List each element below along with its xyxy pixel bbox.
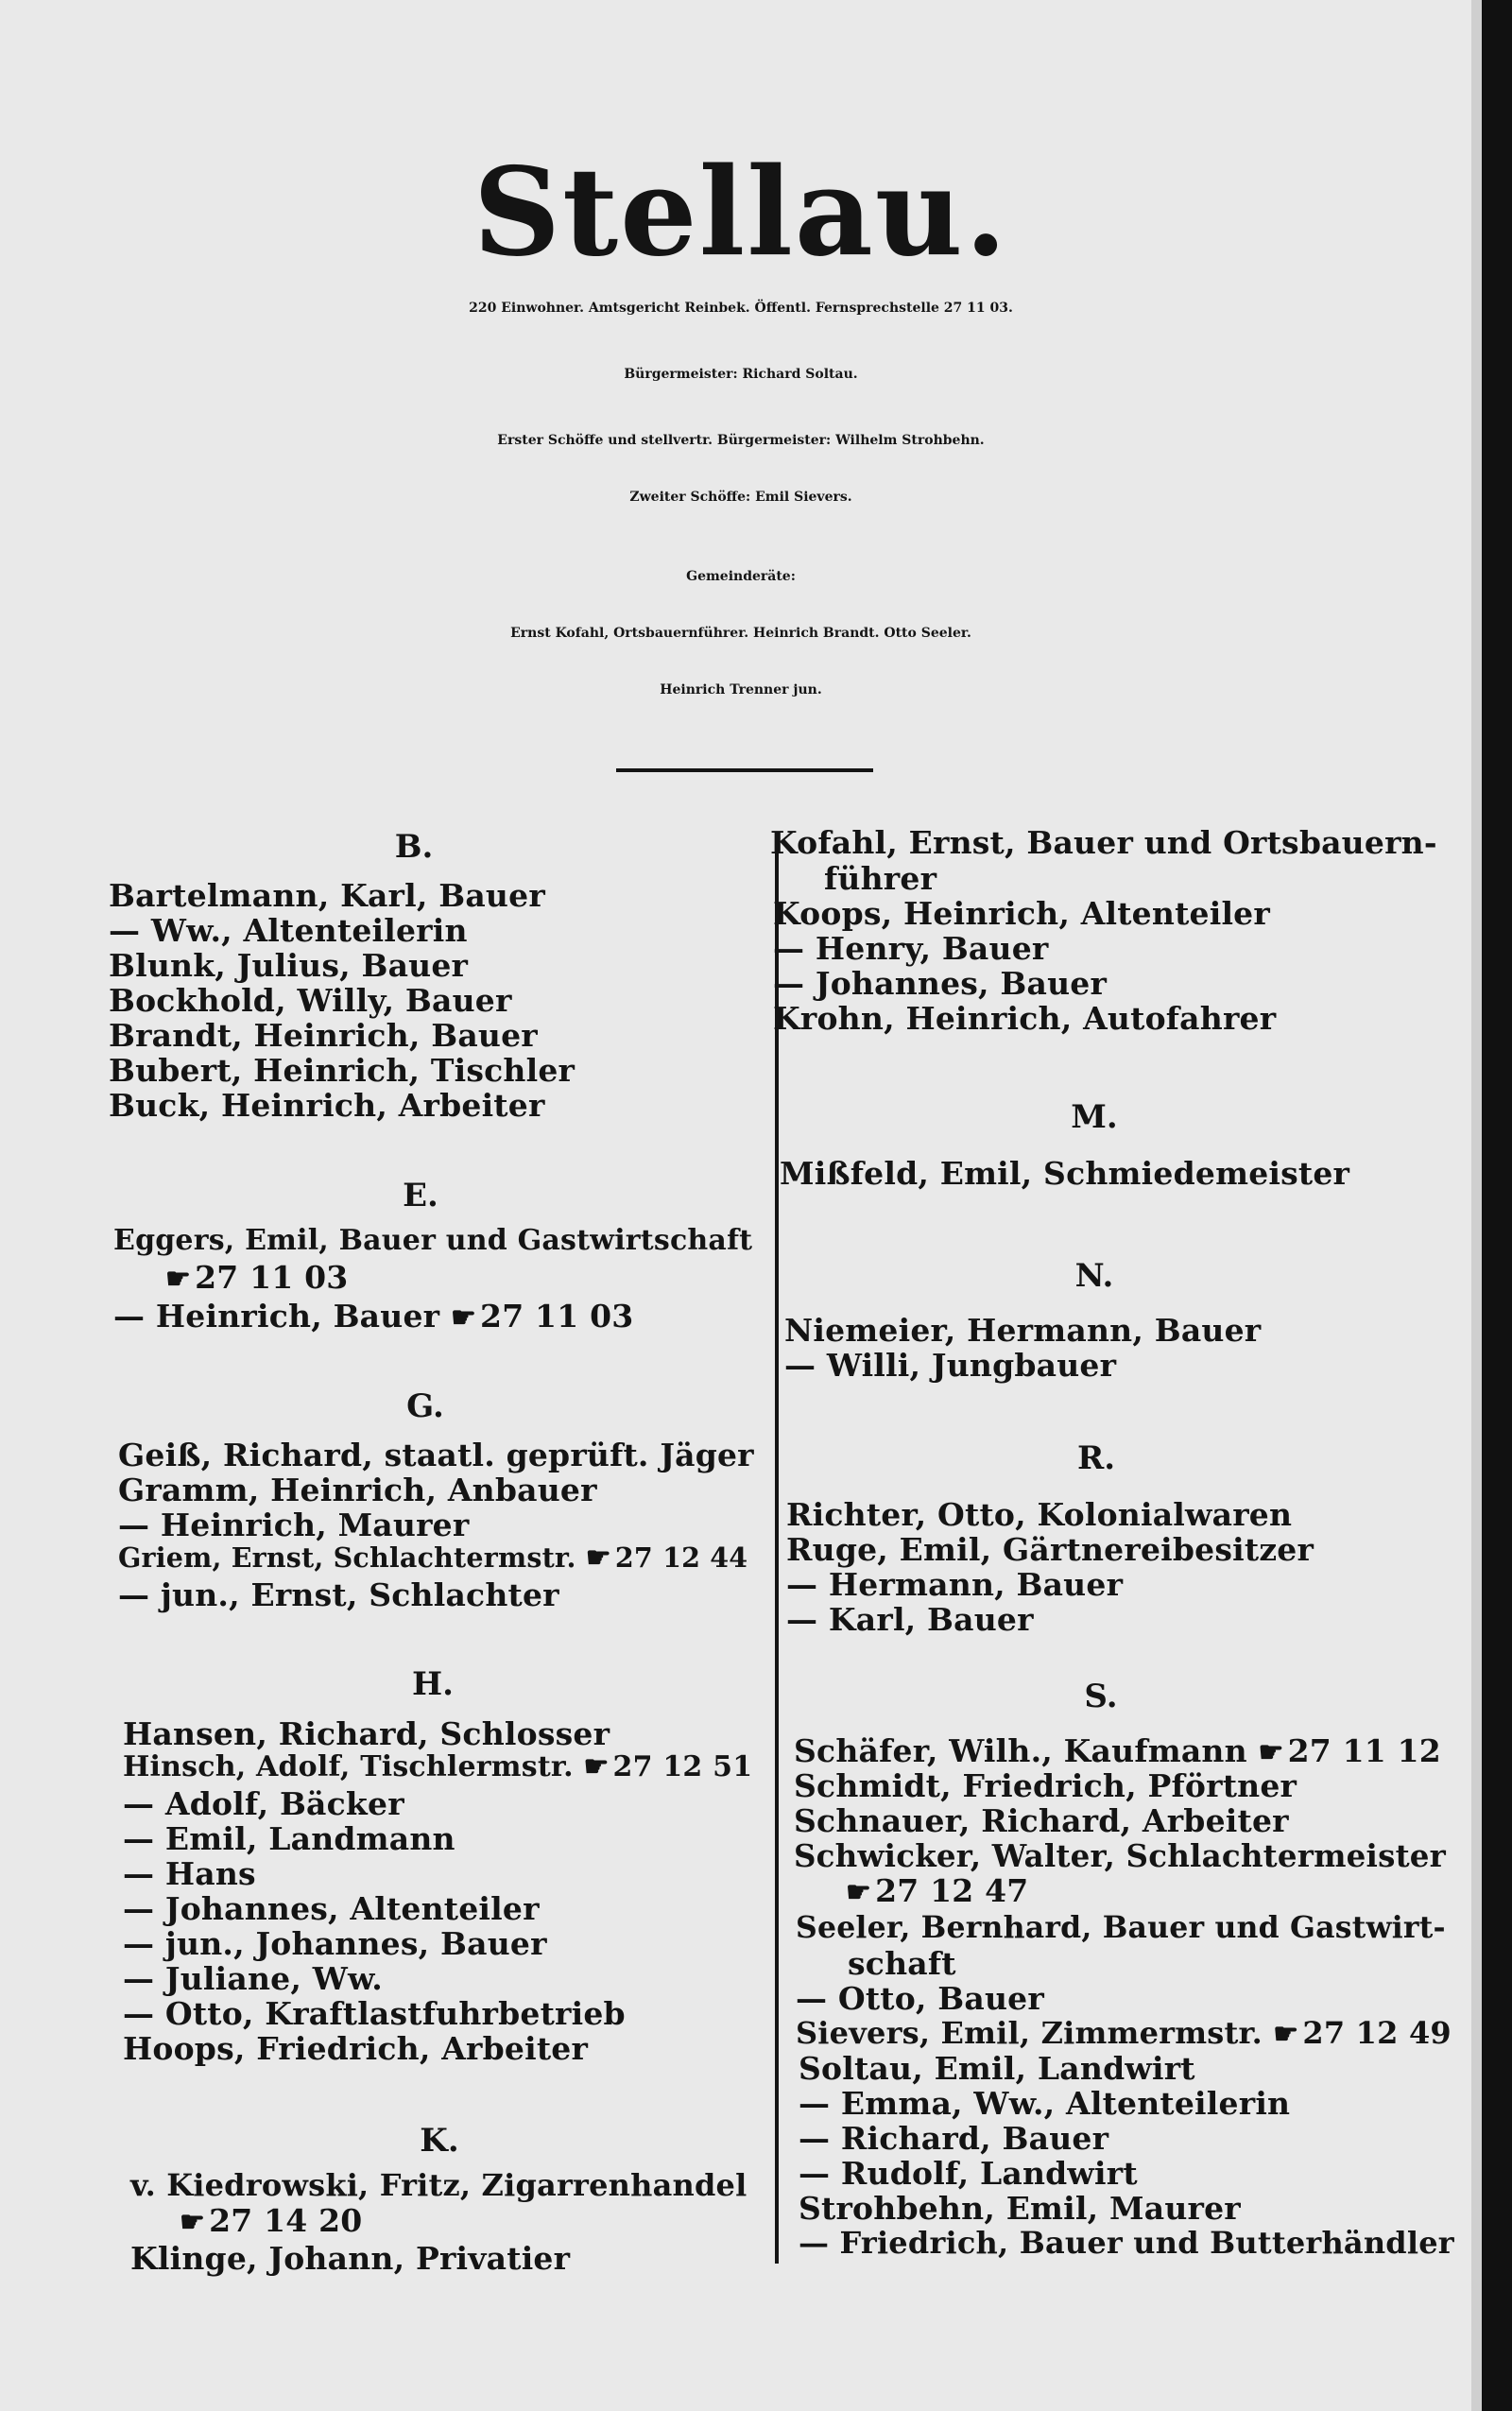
- list-item: Schnauer, Richard, Arbeiter: [794, 1802, 1289, 1839]
- council-members-line-2: Heinrich Trenner jun.: [660, 682, 822, 697]
- list-item: Eggers, Emil, Bauer und Gastwirtschaft: [113, 1224, 753, 1257]
- council-members-line-1: Ernst Kofahl, Ortsbauernführer. Heinrich Brandt. Otto Seeler.: [510, 626, 971, 641]
- list-item: Buck, Heinrich, Arbeiter: [109, 1087, 545, 1124]
- entry-text: Hinsch, Adolf, Tischlermstr.: [123, 1750, 574, 1783]
- section-letter-e: E.: [403, 1177, 438, 1214]
- list-item: — Johannes, Bauer: [773, 965, 1108, 1002]
- list-item: [796, 2015, 1452, 2051]
- pointing-hand-icon: ☛: [585, 1541, 611, 1575]
- header-line-second-alderman: Zweiter Schöffe: Emil Sievers.: [629, 490, 852, 505]
- list-item: Bubert, Heinrich, Tischler: [109, 1052, 576, 1089]
- list-item: — Henry, Bauer: [773, 930, 1049, 967]
- list-item: Schmidt, Friedrich, Pförtner: [794, 1767, 1297, 1804]
- list-item: — Willi, Jungbauer: [784, 1347, 1117, 1384]
- list-item: Richter, Otto, Kolonialwaren: [786, 1496, 1293, 1533]
- list-item: Ruge, Emil, Gärtnereibesitzer: [786, 1531, 1314, 1568]
- list-item: — jun., Ernst, Schlachter: [118, 1576, 559, 1613]
- list-item: — Ww., Altenteilerin: [109, 912, 468, 949]
- list-item: — Karl, Bauer: [786, 1601, 1034, 1638]
- list-item: Seeler, Bernhard, Bauer und Gastwirt-: [796, 1910, 1446, 1945]
- phone-number: 27 12 47: [875, 1872, 1029, 1909]
- list-item: Bockhold, Willy, Bauer: [109, 982, 512, 1019]
- header-rule: [616, 768, 873, 772]
- list-item-continuation: führer: [824, 860, 937, 897]
- list-item: — Hans: [123, 1855, 256, 1892]
- list-item: Niemeier, Hermann, Bauer: [784, 1312, 1262, 1349]
- pointing-hand-icon: ☛: [1273, 2018, 1299, 2051]
- section-letter-s: S.: [1084, 1678, 1118, 1715]
- list-item: [118, 1541, 747, 1575]
- list-item: Brandt, Heinrich, Bauer: [109, 1017, 538, 1054]
- list-item: v. Kiedrowski, Fritz, Zigarrenhandel: [130, 2167, 747, 2203]
- list-item: — Adolf, Bäcker: [123, 1785, 404, 1822]
- list-item: — Hermann, Bauer: [786, 1566, 1124, 1603]
- list-item: — Emil, Landmann: [123, 1820, 455, 1857]
- list-item: — Heinrich, Maurer: [118, 1507, 470, 1543]
- list-item: — Richard, Bauer: [799, 2120, 1109, 2157]
- list-item: Klinge, Johann, Privatier: [130, 2240, 571, 2277]
- phone-line: [180, 2202, 362, 2239]
- phone-number: 27 11 03: [195, 1259, 349, 1296]
- phone-line: [846, 1872, 1028, 1909]
- list-item: — jun., Johannes, Bauer: [123, 1925, 547, 1962]
- list-item: [123, 1750, 752, 1783]
- list-item: Gramm, Heinrich, Anbauer: [118, 1472, 597, 1508]
- phone-line: [165, 1259, 348, 1296]
- page-edge: [1482, 0, 1512, 2411]
- list-item: Strohbehn, Emil, Maurer: [799, 2190, 1241, 2227]
- header-line-population: 220 Einwohner. Amtsgericht Reinbek. Öffentl. Fernsprechstelle 27 11 03.: [469, 301, 1013, 316]
- list-item: Koops, Heinrich, Altenteiler: [773, 895, 1270, 932]
- list-item: — Otto, Kraftlastfuhrbetrieb: [123, 1995, 626, 2032]
- list-item: [113, 1298, 633, 1335]
- list-item: — Rudolf, Landwirt: [799, 2155, 1138, 2192]
- section-letter-r: R.: [1076, 1439, 1116, 1477]
- phone-number: 27 12 49: [1302, 2015, 1452, 2051]
- column-divider: [775, 832, 779, 2264]
- entry-text: — Heinrich, Bauer: [113, 1298, 440, 1335]
- list-item: Bartelmann, Karl, Bauer: [109, 877, 545, 914]
- page-edge-shadow: [1471, 0, 1482, 2411]
- section-letter-m: M.: [1071, 1098, 1118, 1136]
- phone-number: 27 11 12: [1287, 1732, 1441, 1769]
- entry-text: Schäfer, Wilh., Kaufmann: [794, 1732, 1247, 1769]
- pointing-hand-icon: ☛: [450, 1301, 477, 1335]
- phone-number: 27 14 20: [209, 2202, 363, 2239]
- list-item: — Johannes, Altenteiler: [123, 1890, 540, 1927]
- header-line-first-alderman: Erster Schöffe und stellvertr. Bürgermeister: Wilhelm Strohbehn.: [497, 433, 985, 448]
- section-letter-b: B.: [394, 828, 434, 866]
- list-item: — Emma, Ww., Altenteilerin: [799, 2085, 1291, 2122]
- pointing-hand-icon: ☛: [180, 2206, 206, 2239]
- list-item: — Juliane, Ww.: [123, 1960, 383, 1997]
- entry-text: Sievers, Emil, Zimmermstr.: [796, 2015, 1263, 2051]
- pointing-hand-icon: ☛: [1258, 1736, 1284, 1769]
- entry-text: Griem, Ernst, Schlachtermstr.: [118, 1541, 576, 1574]
- section-letter-n: N.: [1074, 1257, 1114, 1295]
- list-item: Mißfeld, Emil, Schmiedemeister: [780, 1155, 1350, 1192]
- page-title: Stellau.: [472, 142, 1009, 284]
- pointing-hand-icon: ☛: [583, 1750, 610, 1783]
- pointing-hand-icon: ☛: [846, 1876, 872, 1909]
- list-item: Hoops, Friedrich, Arbeiter: [123, 2030, 589, 2067]
- council-heading: Gemeinderäte:: [686, 569, 796, 584]
- list-item: Schwicker, Walter, Schlachtermeister: [794, 1837, 1446, 1874]
- phone-number: 27 12 44: [614, 1541, 748, 1574]
- section-letter-h: H.: [412, 1665, 454, 1703]
- header-line-mayor: Bürgermeister: Richard Soltau.: [624, 367, 858, 382]
- list-item: Kofahl, Ernst, Bauer und Ortsbauern-: [770, 824, 1437, 861]
- section-letter-g: G.: [406, 1387, 444, 1425]
- phone-number: 27 12 51: [612, 1750, 753, 1783]
- list-item-continuation: schaft: [848, 1945, 956, 1982]
- list-item: Krohn, Heinrich, Autofahrer: [773, 1000, 1277, 1037]
- phone-number: 27 11 03: [480, 1298, 634, 1335]
- list-item: [794, 1732, 1441, 1769]
- list-item: Blunk, Julius, Bauer: [109, 947, 469, 984]
- list-item: — Friedrich, Bauer und Butterhändler: [799, 2225, 1454, 2261]
- list-item: — Otto, Bauer: [796, 1980, 1044, 2017]
- list-item: Hansen, Richard, Schlosser: [123, 1715, 610, 1752]
- section-letter-k: K.: [420, 2122, 459, 2160]
- list-item: Soltau, Emil, Landwirt: [799, 2050, 1195, 2087]
- list-item: Geiß, Richard, staatl. geprüft. Jäger: [118, 1437, 754, 1473]
- pointing-hand-icon: ☛: [165, 1263, 192, 1296]
